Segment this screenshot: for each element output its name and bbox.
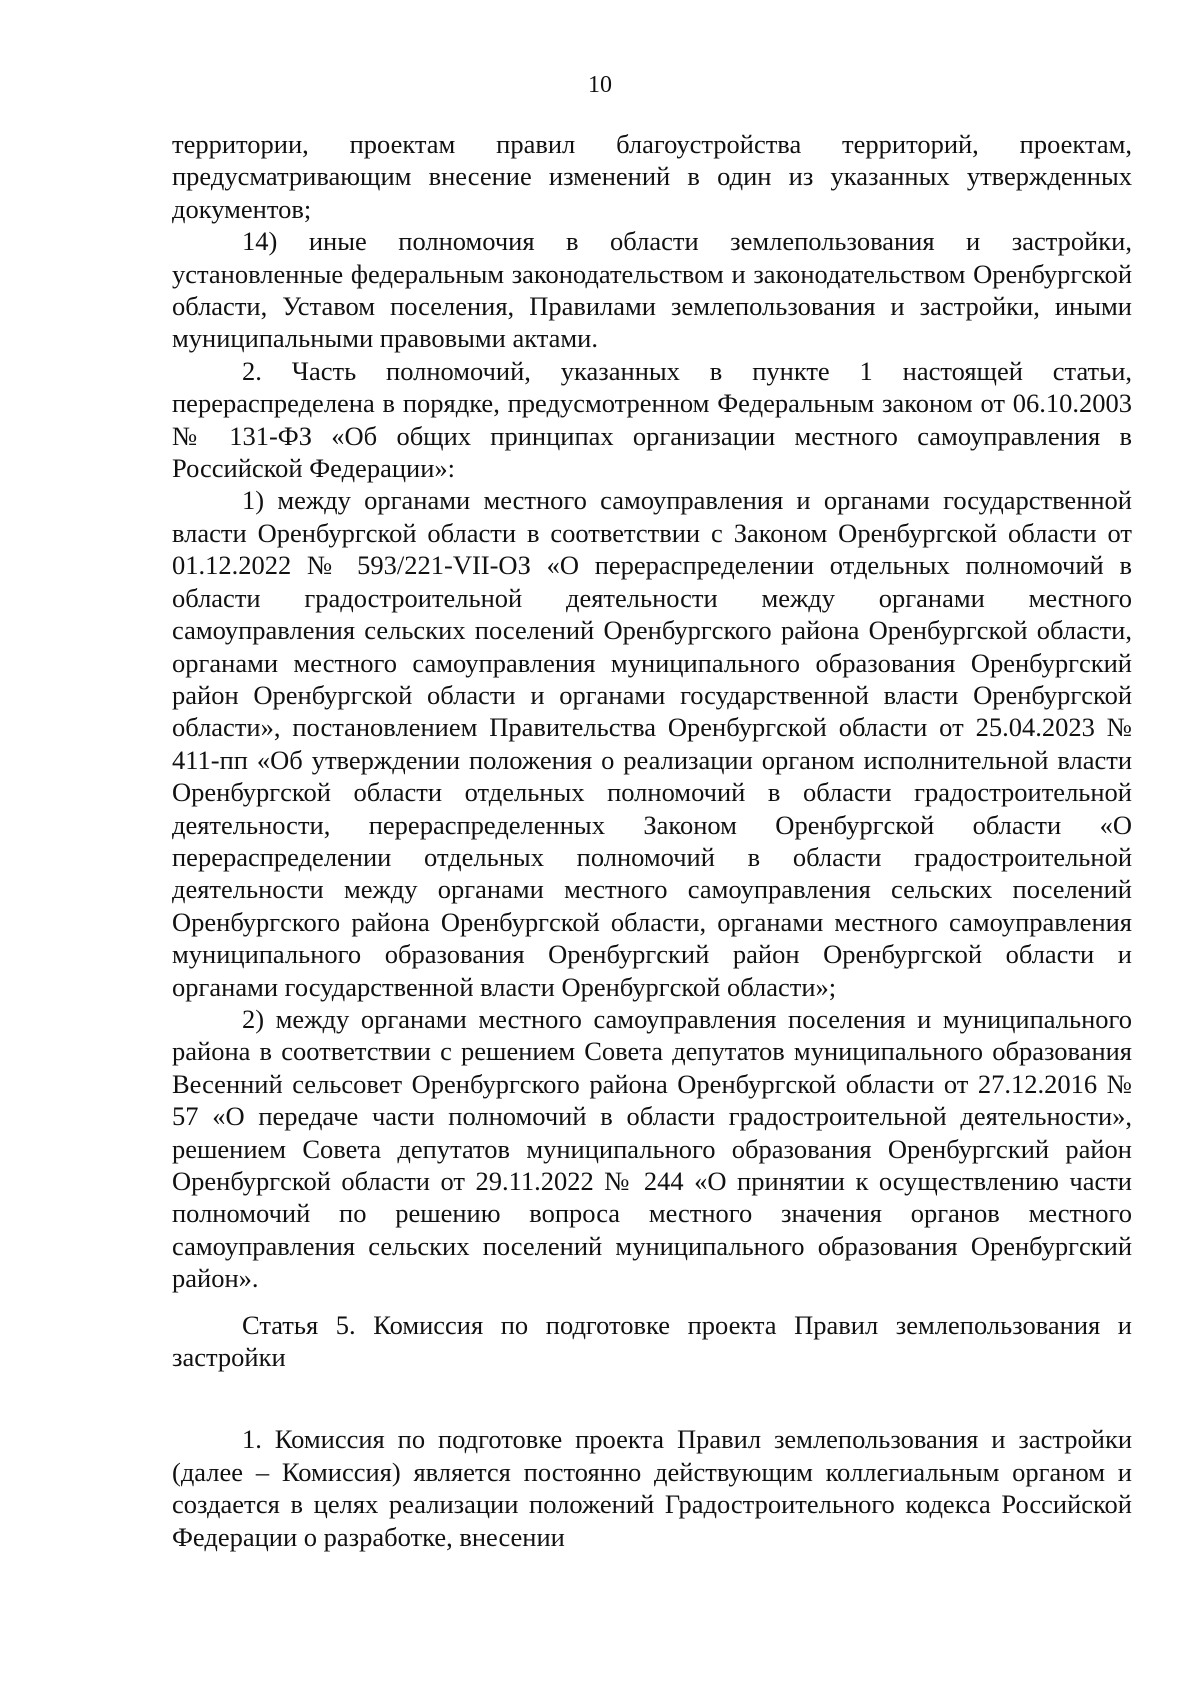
document-body: [172, 128, 1132, 1553]
paragraph-subitem-2: 2) между органами местного самоуправления поселения и муниципального района в соответствии с решением Совета депутатов муниципального образования Весенний сельсовет Оренбургского района Оренбургской области от 27.12.2016 № 57 «О передаче части полномочий в области градостроительной деятельности», решением Совета депутатов муниципального образования Оренбургский район Оренбургской области от 29.11.2022 № 244 «О принятии к осуществлению части полномочий по решению вопроса местного значения органов местного самоуправления сельских поселений муниципального образования Оренбургский район».: [172, 1003, 1132, 1294]
page-number: 10: [588, 72, 612, 98]
paragraph-continuation: территории, проектам правил благоустройства территорий, проектам, предусматривающим внесение изменений в один из указанных утвержденных документов;: [172, 129, 1132, 224]
paragraph-article-5-point-1: 1. Комиссия по подготовке проекта Правил землепользования и застройки (далее – Комиссия) является постоянно действующим коллегиальным органом и создается в целях реализации положений Градостроительного кодекса Российской Федерации о разработке, внесении: [172, 1424, 1132, 1552]
article-heading: Статья 5. Комиссия по подготовке проекта Правил землепользования и застройки: [172, 1309, 1132, 1373]
paragraph-item-14: 14) иные полномочия в области землепользования и застройки, установленные федеральным законодательством и законодательством Оренбургской области, Уставом поселения, Правилами землепользования и застройки, иными муниципальными правовыми актами.: [172, 226, 1132, 354]
paragraph-point-2: 2. Часть полномочий, указанных в пункте 1 настоящей статьи, перераспределена в порядке, предусмотренном Федеральным законом от 06.10.2003 № 131-ФЗ «Об общих принципах организации местного самоуправления в Российской Федерации»:: [172, 355, 1132, 484]
paragraph-subitem-1: 1) между органами местного самоуправления и органами государственной власти Оренбургской области в соответствии с Законом Оренбургской области от 01.12.2022 № 593/221-VII-ОЗ «О перераспределении отдельных полномочий в области градостроительной деятельности между органами местного самоуправления сельских поселений Оренбургского района Оренбургской области, органами местного самоуправления муниципального образования Оренбургский район Оренбургской области и органами государственной власти Оренбургской области», постановлением Правительства Оренбургской области от 25.04.2023 № 411-пп «Об утверждении положения о реализации органом исполнительной власти Оренбургской области отдельных полномочий в области градостроительной деятельности, перераспределенных Законом Оренбургской области «О перераспределении отдельных полномочий в области градостроительной деятельности между органами местного самоуправления сельских поселений Оренбургского района Оренбургской области, органами местного самоуправления муниципального образования Оренбургский район Оренбургской области и органами государственной власти Оренбургской области»;: [172, 485, 1132, 1002]
